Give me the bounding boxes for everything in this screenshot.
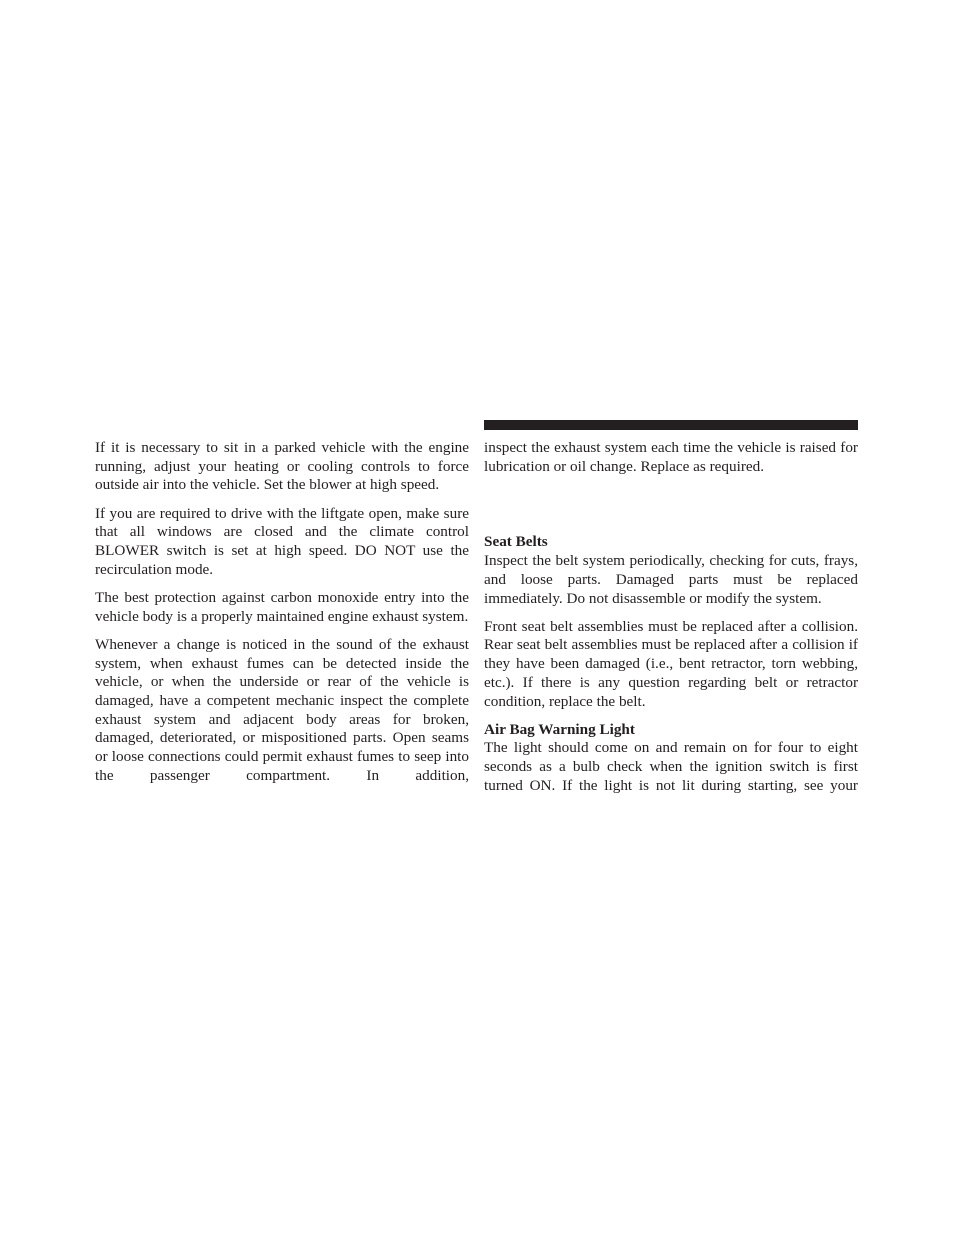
paragraph-liftgate-open: If you are required to drive with the liftgate open, make sure that all windows are closed and the climate control BLOWER switch is set at high speed. DO NOT use the recirculation mode.	[95, 504, 469, 578]
right-column	[484, 439, 858, 796]
left-column	[95, 439, 469, 785]
paragraph-seat-belt-inspect: Inspect the belt system periodically, checking for cuts, frays, and loose parts. Damaged parts must be replaced immediately. Do not disassemble or modify the system.	[484, 552, 858, 607]
paragraph-air-bag-light: The light should come on and remain on for four to eight seconds as a bulb check when the ignition switch is first turned ON. If the light is not lit during starting, see your	[484, 739, 858, 794]
paragraph-exhaust-change: Whenever a change is noticed in the sound of the exhaust system, when exhaust fumes can be detected inside the vehicle, or when the underside or rear of the vehicle is damaged, have a competent mechanic inspect the complete exhaust system and adjacent body areas for broken, damaged, deteriorated, or mispositioned parts. Open seams or loose connections could permit exhaust fumes to seep into the passenger compartment. In addition,	[95, 635, 469, 784]
paragraph-seat-belt-replace: Front seat belt assemblies must be replaced after a collision. Rear seat belt assemblies must be replaced after a collision if they have been damaged (i.e., bent retractor, torn webbing, etc.). If there is any question regarding belt or retractor condition, replace the belt.	[484, 617, 858, 710]
section-gap	[484, 476, 858, 533]
heading-seat-belts: Seat Belts	[484, 533, 548, 551]
paragraph-best-protection: The best protection against carbon monoxide entry into the vehicle body is a properly maintained engine exhaust system.	[95, 588, 469, 625]
heading-air-bag-warning-light: Air Bag Warning Light	[484, 720, 635, 738]
paragraph-parked-vehicle: If it is necessary to sit in a parked vehicle with the engine running, adjust your heating or cooling controls to force outside air into the vehicle. Set the blower at high speed.	[95, 439, 469, 494]
section-divider-bar	[484, 420, 858, 430]
paragraph-inspect-exhaust: inspect the exhaust system each time the vehicle is raised for lubrication or oil change. Replace as required.	[484, 439, 858, 475]
